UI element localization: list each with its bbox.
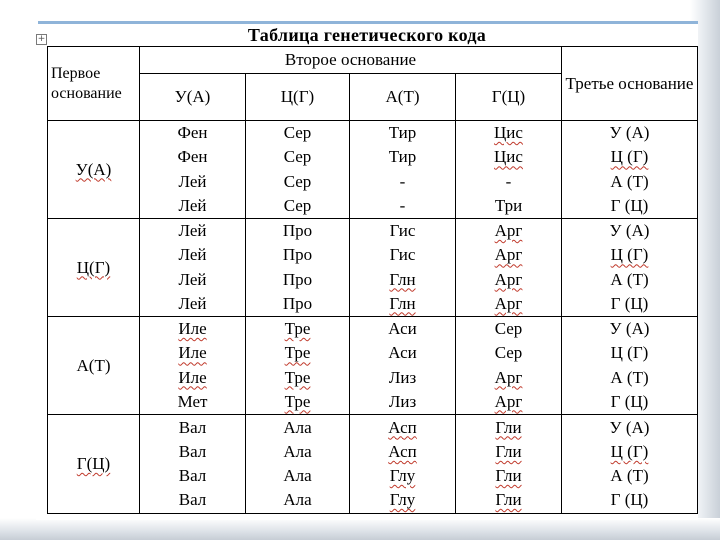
table-row bbox=[48, 219, 697, 317]
header-second-base: Второе основание bbox=[140, 47, 562, 74]
codon-cell: Цис Цис - Три bbox=[456, 121, 562, 219]
third-base-cell: У (А) Ц (Г) А (Т) Г (Ц) bbox=[562, 219, 697, 317]
header-col-u: У(А) bbox=[140, 74, 246, 121]
codon-cell: Арг Арг Арг Арг bbox=[456, 219, 562, 317]
first-base-cell: А(Т) bbox=[48, 317, 140, 415]
codon-cell: Иле Иле Иле Мет bbox=[140, 317, 246, 415]
codon-cell: Сер Сер Сер Сер bbox=[246, 121, 350, 219]
header-col-g: Г(Ц) bbox=[456, 74, 562, 121]
page-title: Таблица генетического кода bbox=[247, 25, 487, 45]
codon-cell: Лей Лей Лей Лей bbox=[140, 219, 246, 317]
document-page bbox=[36, 24, 698, 520]
codon-cell: Ала Ала Ала Ала bbox=[246, 415, 350, 513]
slide-bottom-shade bbox=[0, 518, 720, 540]
codon-cell: Гли Гли Гли Гли bbox=[456, 415, 562, 513]
text-cursor bbox=[47, 48, 48, 72]
first-base-cell: Ц(Г) bbox=[48, 219, 140, 317]
third-base-cell: У (А) Ц (Г) А (Т) Г (Ц) bbox=[609, 417, 650, 510]
genetic-code-table bbox=[47, 46, 698, 514]
codon-cell: Фен Фен Лей Лей bbox=[140, 121, 246, 219]
table-row bbox=[48, 317, 697, 415]
header-first-base: Первое основание bbox=[48, 47, 140, 121]
header-third-base: Третье основание bbox=[562, 47, 697, 121]
header-col-c: Ц(Г) bbox=[246, 74, 350, 121]
codon-cell: Тир Тир - - bbox=[350, 121, 456, 219]
codon-cell: Сер Сер Арг Арг bbox=[456, 317, 562, 415]
codon-cell: Вал Вал Вал Вал bbox=[140, 415, 246, 513]
third-base-cell: У (А) Ц (Г) А (Т) Г (Ц) bbox=[562, 121, 697, 219]
first-base-cell: Г(Ц) bbox=[48, 415, 140, 513]
table-row bbox=[48, 121, 697, 219]
table-row bbox=[48, 415, 697, 513]
third-base-cell: У (А) Ц (Г) А (Т) Г (Ц) bbox=[562, 317, 697, 415]
codon-cell: Гис Гис Глн Глн bbox=[350, 219, 456, 317]
codon-cell: Асп Асп Глу Глу bbox=[350, 415, 456, 513]
codon-cell: Тре Тре Тре Тре bbox=[246, 317, 350, 415]
codon-cell: Аси Аси Лиз Лиз bbox=[350, 317, 456, 415]
codon-cell: Про Про Про Про bbox=[246, 219, 350, 317]
header-col-a: А(Т) bbox=[350, 74, 456, 121]
table-move-handle-icon[interactable]: + bbox=[37, 34, 46, 44]
first-base-cell: У(А) bbox=[48, 121, 140, 219]
